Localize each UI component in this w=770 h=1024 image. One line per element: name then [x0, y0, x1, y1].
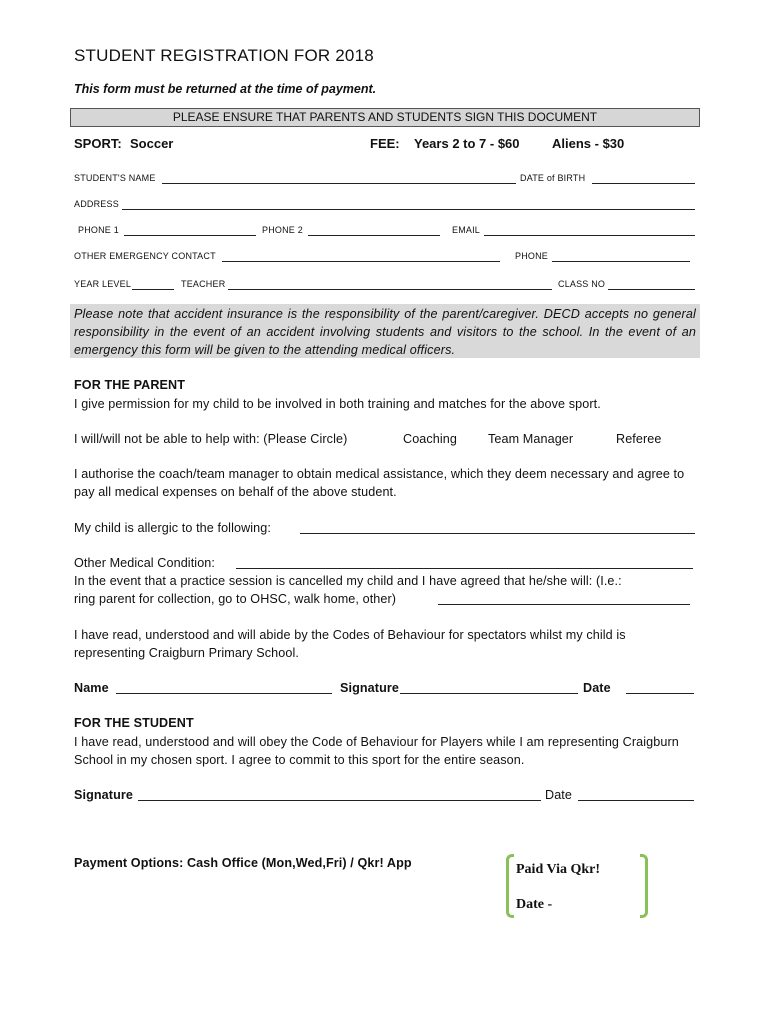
- paid-via-text: Paid Via Qkr!: [516, 862, 601, 877]
- teacher-field[interactable]: [228, 289, 552, 290]
- class-no-field[interactable]: [608, 289, 695, 290]
- codes-text: I have read, understood and will abide by the Codes of Behaviour for spectators whilst my child is representing Craigburn Primary School.: [74, 628, 626, 660]
- student-date-field[interactable]: [578, 800, 694, 801]
- student-name-field[interactable]: [162, 183, 516, 184]
- parent-name-label: Name: [74, 681, 109, 695]
- form-subtitle: This form must be returned at the time of payment.: [74, 82, 377, 96]
- parent-date-label: Date: [583, 681, 611, 695]
- fee-aliens: Aliens - $30: [552, 136, 625, 151]
- payment-options: Payment Options: Cash Office (Mon,Wed,Fri) / Qkr! App: [74, 856, 412, 870]
- phone2-label: PHONE 2: [262, 225, 303, 235]
- help-option-referee[interactable]: Referee: [616, 432, 662, 446]
- year-level-label: YEAR LEVEL: [74, 279, 132, 289]
- email-field[interactable]: [484, 235, 695, 236]
- student-name-label: STUDENT'S NAME: [74, 173, 156, 183]
- dob-label: DATE of BIRTH: [520, 173, 586, 183]
- email-label: EMAIL: [452, 225, 481, 235]
- sport-value: Soccer: [130, 136, 174, 151]
- parent-permission: I give permission for my child to be involved in both training and matches for the above sport.: [74, 397, 601, 411]
- dob-field[interactable]: [592, 183, 695, 184]
- student-signature-field[interactable]: [138, 800, 541, 801]
- cancel-text-line2: ring parent for collection, go to OHSC, walk home, other): [74, 592, 397, 606]
- parent-signature-field[interactable]: [400, 693, 578, 694]
- student-text: I have read, understood and will obey the Code of Behaviour for Players while I am representing Craigburn School in my chosen sport. I agree to commit to this sport for the entire season.: [74, 735, 679, 767]
- sign-banner: PLEASE ENSURE THAT PARENTS AND STUDENTS SIGN THIS DOCUMENT: [70, 108, 700, 127]
- sport-label: SPORT:: [74, 136, 122, 151]
- parent-date-field[interactable]: [626, 693, 694, 694]
- authorise-text: I authorise the coach/team manager to obtain medical assistance, which they deem necessary and agree to pay all medical expenses on behalf of the above student.: [74, 467, 685, 499]
- student-date-label: Date: [545, 788, 573, 802]
- allergic-label: My child is allergic to the following:: [74, 521, 271, 535]
- student-signature-label: Signature: [74, 788, 133, 802]
- help-label: I will/will not be able to help with: (Please Circle): [74, 432, 348, 446]
- parent-heading: FOR THE PARENT: [74, 378, 186, 392]
- allergic-field[interactable]: [300, 533, 695, 534]
- medical-label: Other Medical Condition:: [74, 556, 215, 570]
- phone1-field[interactable]: [124, 235, 256, 236]
- parent-name-field[interactable]: [116, 693, 332, 694]
- student-heading: FOR THE STUDENT: [74, 716, 194, 730]
- phone1-label: PHONE 1: [78, 225, 119, 235]
- medical-field[interactable]: [236, 568, 693, 569]
- address-field[interactable]: [122, 209, 695, 210]
- year-level-field[interactable]: [132, 289, 174, 290]
- paid-box-left-bracket: [506, 854, 514, 918]
- parent-signature-label: Signature: [340, 681, 399, 695]
- insurance-note: Please note that accident insurance is the responsibility of the parent/caregiver. DECD accepts no general responsibility in the event of an accident involving students and visitors to the school. In the event of an emergency this form will be given to the attending medical officers.: [70, 304, 700, 358]
- fee-label: FEE:: [370, 136, 400, 151]
- emergency-phone-label: PHONE: [515, 251, 549, 261]
- class-no-label: CLASS NO: [558, 279, 606, 289]
- cancel-text-line1: In the event that a practice session is cancelled my child and I have agreed that he/she will: (I.e.:: [74, 574, 622, 588]
- paid-box-right-bracket: [640, 854, 648, 918]
- paid-date-label: Date -: [516, 897, 553, 912]
- emergency-contact-label: OTHER EMERGENCY CONTACT: [74, 251, 216, 261]
- emergency-contact-field[interactable]: [222, 261, 500, 262]
- emergency-phone-field[interactable]: [552, 261, 690, 262]
- address-label: ADDRESS: [74, 199, 119, 209]
- phone2-field[interactable]: [308, 235, 440, 236]
- form-title: STUDENT REGISTRATION FOR 2018: [74, 46, 374, 65]
- cancel-field[interactable]: [438, 604, 690, 605]
- help-option-team-manager[interactable]: Team Manager: [488, 432, 574, 446]
- teacher-label: TEACHER: [181, 279, 226, 289]
- fee-years: Years 2 to 7 - $60: [414, 136, 520, 151]
- help-option-coaching[interactable]: Coaching: [403, 432, 458, 446]
